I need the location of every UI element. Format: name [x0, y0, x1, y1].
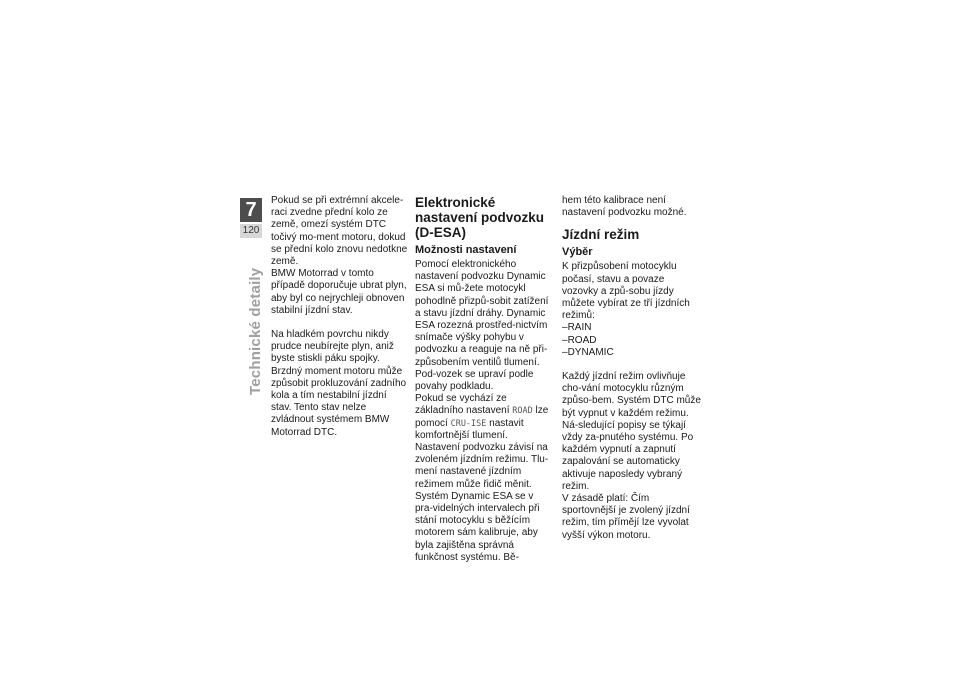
paragraph: K přizpůsobení motocyklu počasí, stavu a povaze vozovky a způ-sobu jízdy můžete vybírat ze tří jízdních režimů: — [562, 261, 690, 322]
paragraph: BMW Motorrad v tomto případě doporučuje ubrat plyn, aby byl co nejrychleji obnoven stabilní jízdní stav. — [271, 268, 407, 316]
paragraph: Pokud se při extrémní akcele-raci zvedne přední kolo ze země, omezí systém DTC točivý mo-ment motoru, dokud se přední kolo znovu nedotkne země. — [271, 195, 408, 268]
paragraph: Na hladkém povrchu nikdy prudce neubírejte plyn, aniž byste stiskli páku spojky. Brzdný moment motoru může způsobit prokluzování zadního kola a tím nestabilní jízdní stav. Tento stav nelze zvládnout systémem BMW Motorrad DTC. — [271, 329, 407, 438]
mode-cruise-label: CRU-ISE — [450, 418, 487, 429]
text-column-2 — [415, 195, 553, 564]
page-number: 120 — [240, 224, 262, 238]
section-heading: Elektronické nastavení podvozku (D-ESA) — [415, 195, 545, 240]
section-heading: Jízdní režim — [562, 227, 640, 243]
list-item: – ROAD — [562, 335, 702, 347]
paragraph: Pomocí elektronického nastavení podvozku Dynamic ESA si mů-žete motocykl pohodlně přizpů-sobit zatížení a stavu jízdní dráhy. Dynamic ESA rozezná prostřed-nictvím snímače výšky pohybu v podvozku a reaguje na ně při-způsobením ventilů tlumení. Pod-vozek se upraví podle povahy podkladu. — [415, 259, 549, 393]
list-item: – DYNAMIC — [562, 347, 702, 359]
section-title: Technické detaily — [247, 267, 264, 395]
paragraph: Pokud se vychází ze základního nastavení ROAD lze pomocí CRU-ISE nastavit komfortnější tlumení. — [415, 393, 549, 441]
paragraph: Každý jízdní režim ovlivňuje cho-vání motocyklu různým způso-bem. Systém DTC může být vypnut v každém režimu. Ná-sledující popisy se týkají vždy za-pnutého systému. Po každém vypnutí a zapnutí zapalování se automaticky aktivuje naposledy vybraný režim. — [562, 371, 701, 492]
chapter-number: 7 — [240, 198, 262, 222]
subheading: Možnosti nastavení — [415, 244, 517, 256]
paragraph: Systém Dynamic ESA se v pra-videlných intervalech při stání motocyklu s běžícím motorem sám kalibruje, aby byla zajištěna správná funkčnost systému. Bě- — [415, 490, 540, 563]
mode-road-label: ROAD — [512, 406, 533, 417]
paragraph: hem této kalibrace není nastavení podvozku možné. — [562, 195, 687, 219]
text-column-3 — [562, 195, 702, 542]
subheading: Výběr — [562, 246, 593, 259]
text-column-1 — [271, 195, 409, 439]
paragraph: Nastavení podvozku závisí na zvoleném jízdním režimu. Tlu-mení nastavené jízdním režimem může řidič měnit. — [415, 442, 549, 490]
paragraph: V zásadě platí: Čím sportovnější je zvolený jízdní režim, tím přímějí lze vyvolat vyšší výkon motoru. — [562, 493, 690, 541]
list-item: – RAIN — [562, 322, 702, 334]
mode-list — [562, 322, 702, 359]
